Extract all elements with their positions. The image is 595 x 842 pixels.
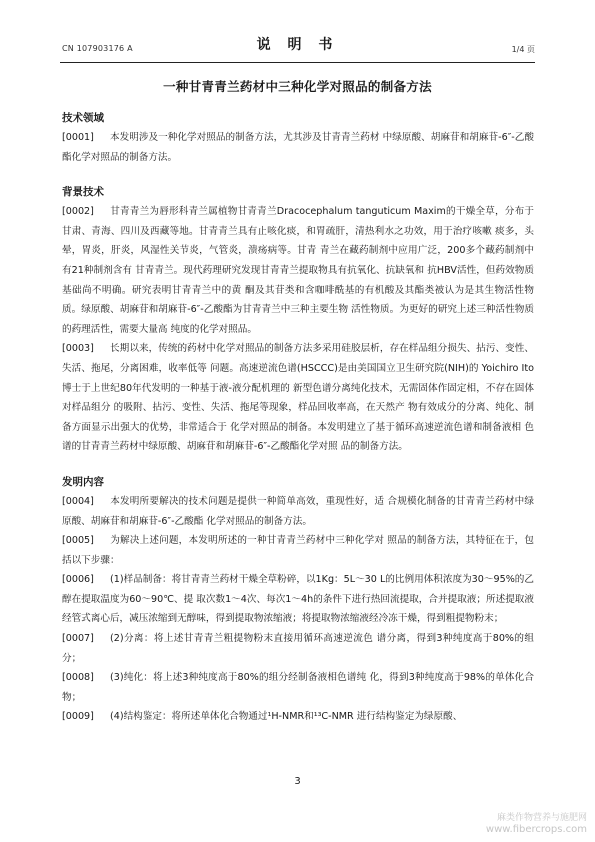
header-title: 说 明 书 [256,37,339,53]
paragraph-number: [0006] [62,574,94,586]
section-heading: 技术领域 [62,112,104,124]
paragraph-text: 长期以来，传统的药材中化学对照品的制备方法多采用硅胶层析，存在样品组分损失、拈污、变性、失活、拖尾，分离困难，收率低等 问题。高速逆流色谱(HSCCC)是由美国国立卫生研究院(NIH)的 Yoichiro Ito博士于上世纪80年代发明的一种基于液-液分配机理的 新型色谱分离纯化技术，无需固体作固定相，不存在固体对样品组分 的吸附、拈污、变性、失活、拖尾等现象，样品回收率高，在天然产 物有效成分的分离、纯化、制备方面显示出强大的优势，非常适合于 化学对照品的制备。本发明建立了基于循环高速逆流色谱和制备液相 色谱的甘青青兰药材中绿原酸、胡麻苷和胡麻苷-6″-乙酸酯化学对照 品的制备方法。 [62,343,534,453]
paragraph-number: [0008] [62,672,94,684]
watermark [486,812,587,836]
watermark-url: www.fibercrops.com [485,824,587,835]
document-title: 一种甘青青兰药材中三种化学对照品的制备方法 [163,79,432,94]
paragraph-number: [0009] [62,711,94,723]
header-divider [60,62,535,63]
paragraph-text: (3)纯化：将上述3种纯度高于80%的组分经制备液相色谱纯 化，得到3种纯度高于98%的单体化合物； [62,672,534,703]
paragraph [62,202,534,339]
paragraph-number: [0005] [62,535,94,547]
paragraph [62,668,534,707]
paragraph [62,128,534,167]
page-indicator: 1/4 页 [511,45,535,54]
watermark-text: 麻类作物营养与施肥网 [496,813,587,823]
paragraph [62,707,534,727]
paragraph [62,629,534,668]
paragraph-text: (2)分离：将上述甘青青兰粗提物粉末直接用循环高速逆流色 谱分离，得到3种纯度高于80%的组分； [62,633,534,664]
page-header [0,30,595,60]
paragraph-text: (1)样品制备：将甘青青兰药材干燥全草粉碎，以1Kg：5L～30 L的比例用体积浓度为30～95%的乙醇在提取温度为60～90℃、提 取次数1～4次、每次1～4h的条件下进行热回流提取，合并提取液；所述提取液经管式离心后，减压浓缩到无醇味，得到提取物浓缩液；将提取物浓缩液经冷冻干燥，得到粗提物粉末； [62,574,534,625]
patent-number: CN 107903176 A [62,44,133,53]
paragraph-number: [0003] [62,343,94,355]
paragraph-number: [0004] [62,495,94,507]
paragraph-text: 本发明所要解决的技术问题是提供一种简单高效，重现性好，适 合规模化制备的甘青青兰药材中绿原酸、胡麻苷和胡麻苷-6″-乙酸酯 化学对照品的制备方法。 [62,495,534,527]
section-heading: 背景技术 [62,186,104,199]
paragraph-number: [0002] [62,206,94,218]
paragraph-number: [0001] [62,132,94,143]
paragraph [62,339,534,457]
page-number: 3 [294,776,301,787]
paragraph [62,570,534,629]
paragraph-text: 本发明涉及一种化学对照品的制备方法，尤其涉及甘青青兰药材 中绿原酸、胡麻苷和胡麻苷-6″-乙酸酯化学对照品的制备方法。 [62,132,534,163]
section-heading: 发明内容 [62,475,104,488]
paragraph [62,531,534,570]
paragraph [62,492,534,531]
paragraph-text: (4)结构鉴定：将所述单体化合物通过¹H-NMR和¹³C-NMR 进行结构鉴定为绿原酸、 [110,711,463,723]
paragraph-text: 甘青青兰为唇形科青兰属植物甘青青兰Dracocephalum tanguticum Maxim的干燥全草，分布于甘肃、青海、四川及西藏等地。甘青青兰具有止咳化痰，和胃疏肝，清热利水之功效，用于治疗咳嗽 痰多，头晕，胃炎，肝炎，风湿性关节炎，气管炎，溃疡病等。甘青 青兰在藏药制剂中应用广泛，200多个藏药制剂中有21种制剂含有 甘青青兰。现代药理研究发现甘青青兰提取物具有抗氧化、抗缺氧和 抗HBV活性，但药效物质基础尚不明确。研究表明甘青青兰中的黄 酮及其苷类和含咖啡酰基的有机酸及其酯类被认为是其生物活性物质。绿原酸、胡麻苷和胡麻苷-6″-乙酸酯为甘青青兰中三种主要生物 活性物质。为更好的研究上述三种活性物质的药理活性，需要大量高 纯度的化学对照品。 [62,206,534,335]
document-body [62,108,534,727]
paragraph-number: [0007] [62,633,94,645]
paragraph-text: 为解决上述问题，本发明所述的一种甘青青兰药材中三种化学对 照品的制备方法，其特征在于，包括以下步骤： [62,535,534,566]
